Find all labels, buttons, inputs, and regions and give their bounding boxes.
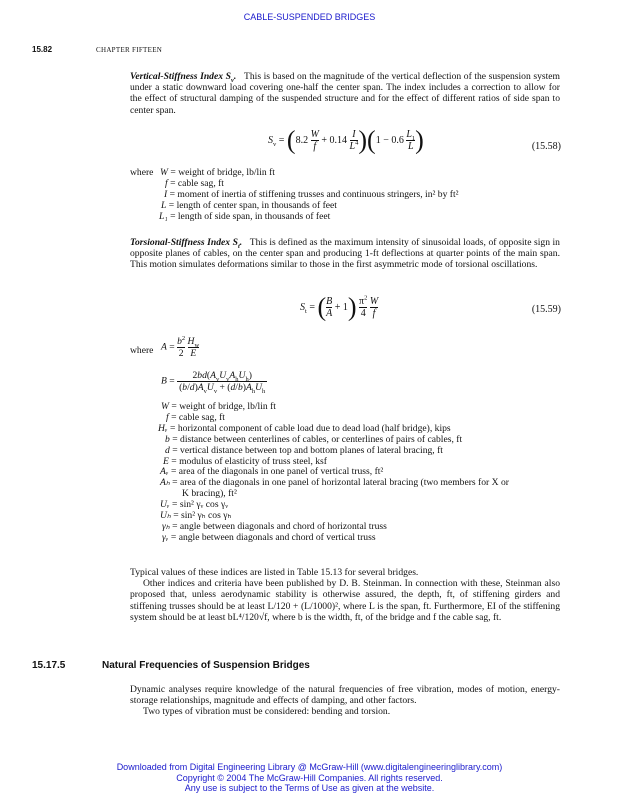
equation-label-15-58: (15.58) — [531, 141, 561, 152]
footer-terms-link[interactable]: Any use is subject to the Terms of Use as given at the website. — [184, 783, 435, 793]
where-item: Hᵥ = horizontal component of cable load due to dead load (half bridge), kips — [158, 422, 451, 434]
where-item: L = length of center span, in thousands of feet — [161, 199, 337, 211]
section-paragraph-1: Dynamic analyses require knowledge of the natural frequencies of free vibration, modes of motion, energy-storage relationships, magnitude and effects of damping, and other factors. — [130, 684, 560, 707]
vertical-where-intro: where — [130, 167, 154, 178]
where-item: L₁ = length of side span, in thousands of feet — [159, 210, 331, 222]
where-item: E = modulus of elasticity of truss steel, ksf — [163, 455, 327, 467]
section-number: 15.17.5 — [32, 660, 66, 671]
where-item: W = weight of bridge, lb/lin ft — [160, 167, 275, 178]
where-item: b = distance between centerlines of cables, or centerlines of pairs of cables, ft — [165, 433, 463, 445]
section-paragraph-2: Two types of vibration must be considered: bending and torsion. — [143, 706, 391, 718]
torsional-where-list — [158, 402, 509, 544]
where-item: Aₕ = area of the diagonals in one panel of horizontal lateral bracing (two members for X or — [160, 477, 509, 489]
vertical-where-list — [160, 168, 459, 223]
vertical-stiffness-text: This is based on the magnitude of the vertical deflection of the suspension system under a static downward load covering one-half the center span. The index includes a correction to allow for the effect of structural damping of the suspended structure and for the effect of different ratios of side span to center span. — [130, 71, 560, 116]
equation-label-15-59: (15.59) — [531, 304, 561, 315]
vertical-stiffness-runin: Vertical-Stiffness Index $S_v$. — [130, 71, 237, 84]
torsional-stiffness-text: This is defined as the maximum intensity of sinusoidal loads, of opposite sign in opposite planes of cables, on the center span and producing 1-ft deflections at quarter points of the main span. This motion simulates deformations similar to those in the first asymmetric mode of torsional oscillations. — [130, 237, 560, 271]
typical-values-text: Typical values of these indices are listed in Table 15.13 for several bridges. — [130, 567, 419, 578]
where-item: γᵥ = angle between diagonals and chord of vertical truss — [162, 531, 376, 543]
torsional-stiffness-paragraph — [130, 237, 560, 271]
torsional-where-intro: where — [130, 345, 154, 356]
running-head: CABLE-SUSPENDED BRIDGES — [243, 12, 376, 22]
where-item: f = cable sag, ft — [165, 177, 224, 189]
footer — [0, 762, 619, 794]
where-item: d = vertical distance between top and bottom planes of lateral bracing, ft — [165, 444, 443, 456]
other-indices-text: Other indices and criteria have been published by D. B. Steinman. In connection with these, Steinman also proposed that, unless aerodynamic stability is otherwise assured, the depth, ft, of stiffening girders and stiffening trusses should be at least L/120 + (L/1000)², where L is the span, ft. Furthermore, EI of the stiffening system should be at least bL⁴/120√f, where b is the width, ft, of the bridge and f the cable sag, ft. — [130, 578, 560, 623]
footer-copyright: Copyright © 2004 The McGraw-Hill Companies. All rights reserved. — [176, 772, 443, 783]
where-item: Uₕ = sin² γₕ cos γₕ — [160, 510, 232, 522]
equation-B: B = $\frac{2bd(A_vU_vA_hU_h)}{(b/d)A_vU_v + (d/b)A_hU_h}$ — [161, 370, 266, 395]
section-title: Natural Frequencies of Suspension Bridges — [102, 660, 310, 671]
where-item: γₕ = angle between diagonals and chord of horizontal truss — [162, 520, 387, 532]
where-item: K bracing), ft² — [182, 488, 237, 500]
where-item: I = moment of inertia of stiffening trusses and continuous stringers, in² by ft² — [164, 188, 459, 200]
where-item: Aᵥ = area of the diagonals in one panel of vertical truss, ft² — [160, 466, 384, 478]
where-item: f = cable sag, ft — [166, 411, 225, 423]
where-item: Uᵥ = sin² γᵥ cos γᵥ — [160, 499, 229, 511]
chapter-label: CHAPTER FIFTEEN — [96, 46, 163, 54]
torsional-stiffness-runin: Torsional-Stiffness Index $S_t$. — [130, 237, 243, 250]
page-number: 15.82 — [32, 45, 53, 54]
equation-15-58: $S_v = (8.2$ $\frac{W}{f}$ + 0.14 $\frac{I}{L^4}$ )(1 − 0.6 $\frac{L_1}{L}$ ) — [268, 125, 424, 155]
equation-A: A = $\frac{b^2}{2}$ $\frac{H_w}{E}$ — [161, 334, 200, 359]
where-item: W = weight of bridge, lb/lin ft — [161, 401, 276, 412]
natural-frequencies-paragraph — [130, 684, 560, 718]
indices-paragraph — [130, 567, 560, 623]
equation-15-59: $S_t$ = ( $\frac{B}{A}$ + 1) $\frac{\pi^2}{4}$ $\frac{W}{f}$ — [300, 292, 379, 322]
vertical-stiffness-paragraph — [130, 71, 560, 116]
footer-download-link[interactable]: Downloaded from Digital Engineering Library @ McGraw-Hill (www.digitalengineeringlibrary.com) — [116, 762, 503, 772]
